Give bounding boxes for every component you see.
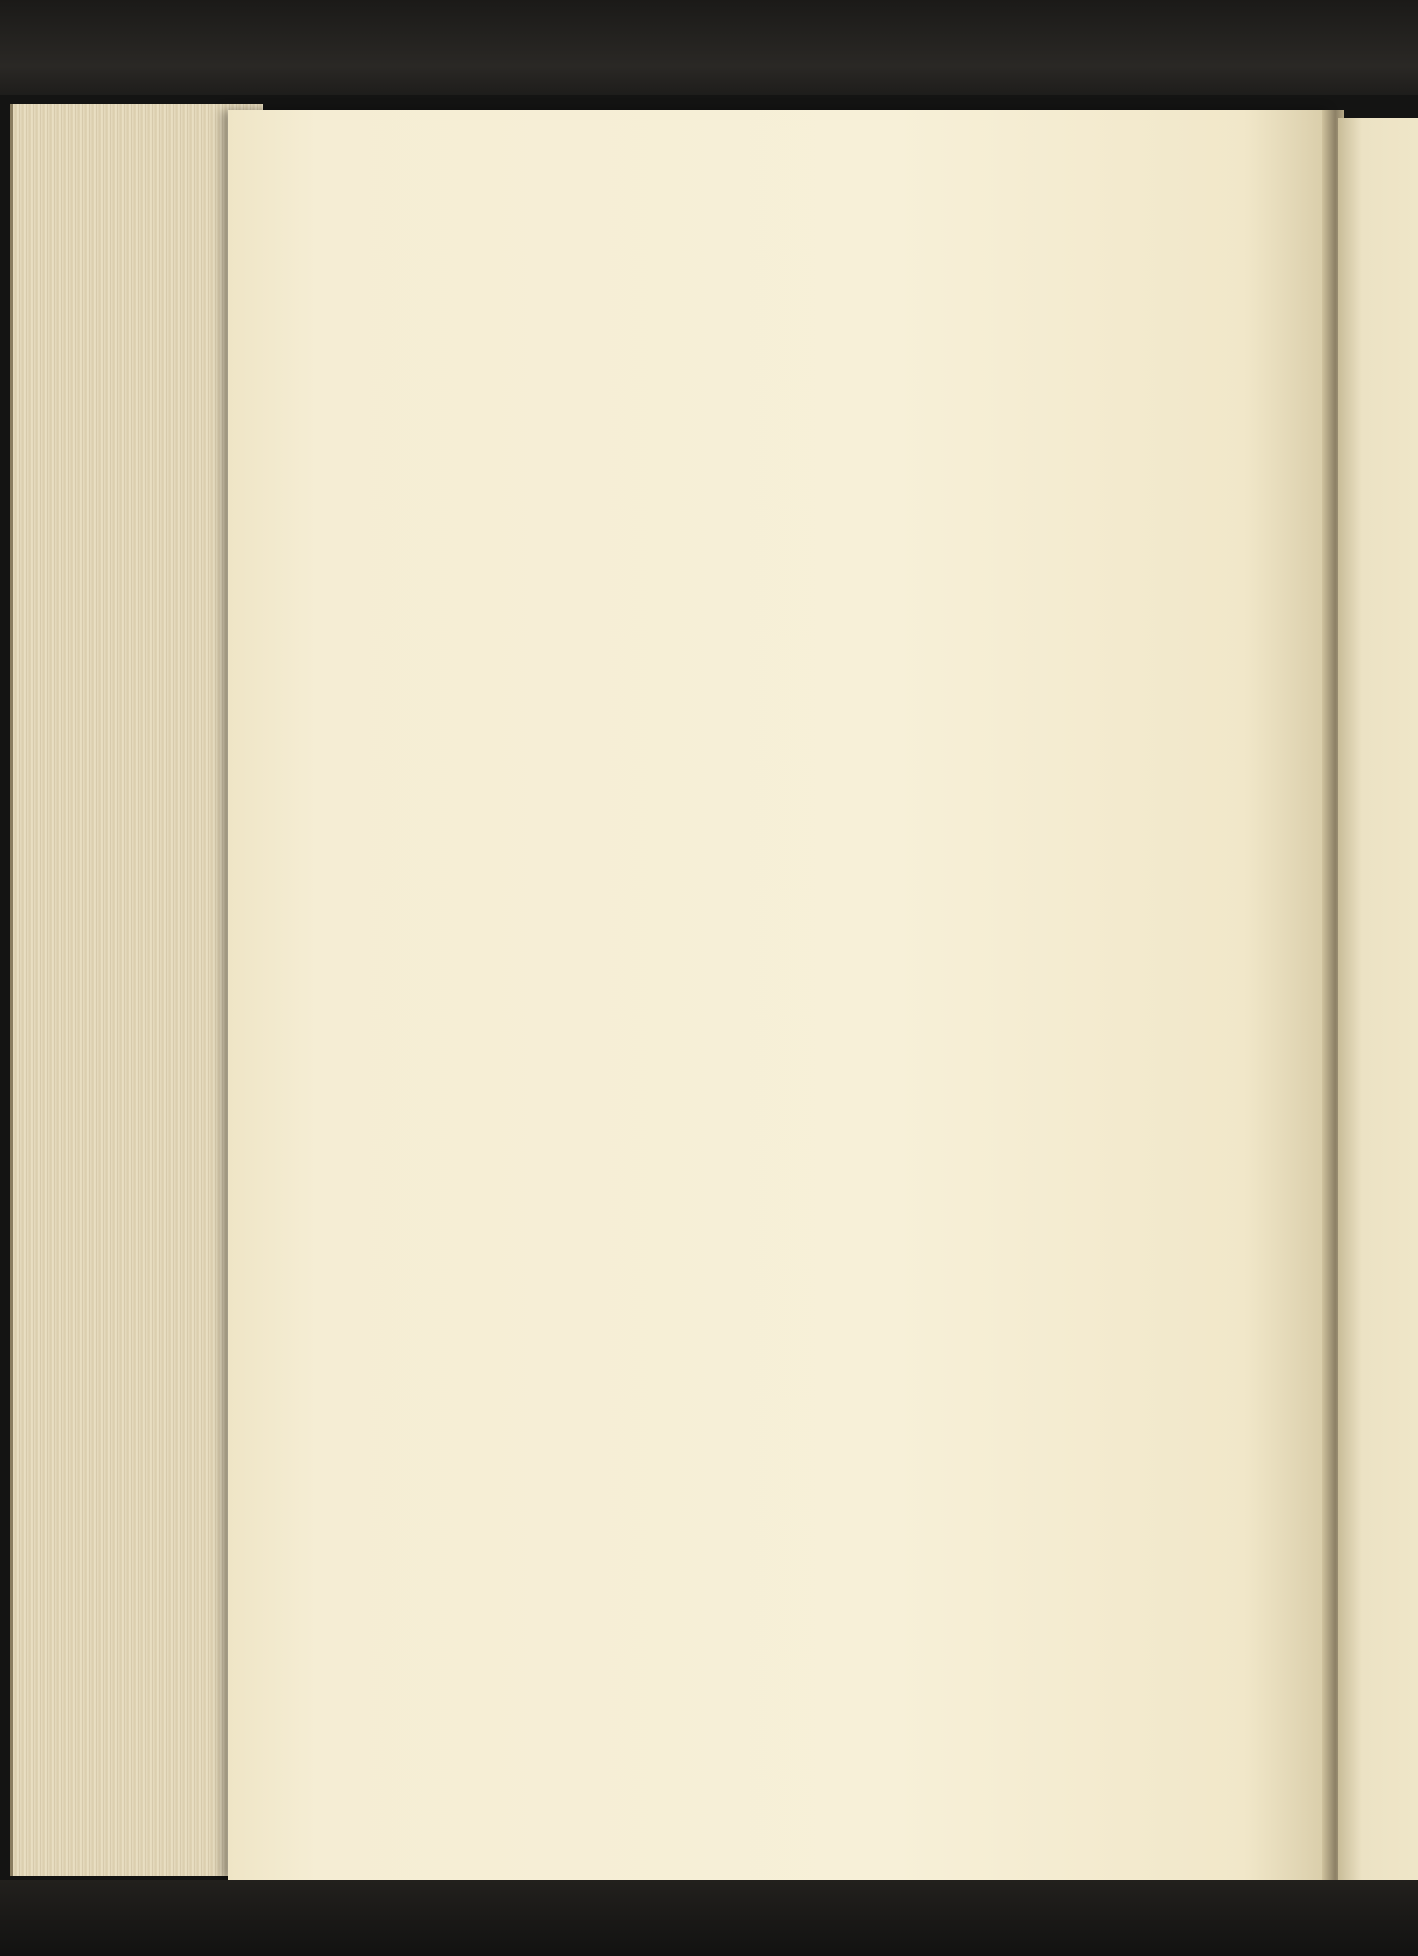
left-page (228, 110, 1333, 1880)
section-title (383, 266, 1275, 324)
page-body (383, 256, 1275, 328)
right-page (1338, 118, 1418, 1880)
page-edges (10, 104, 263, 1876)
book-cover-bottom (0, 1880, 1418, 1956)
book-cover-top (0, 0, 1418, 95)
page-header (383, 202, 1023, 242)
